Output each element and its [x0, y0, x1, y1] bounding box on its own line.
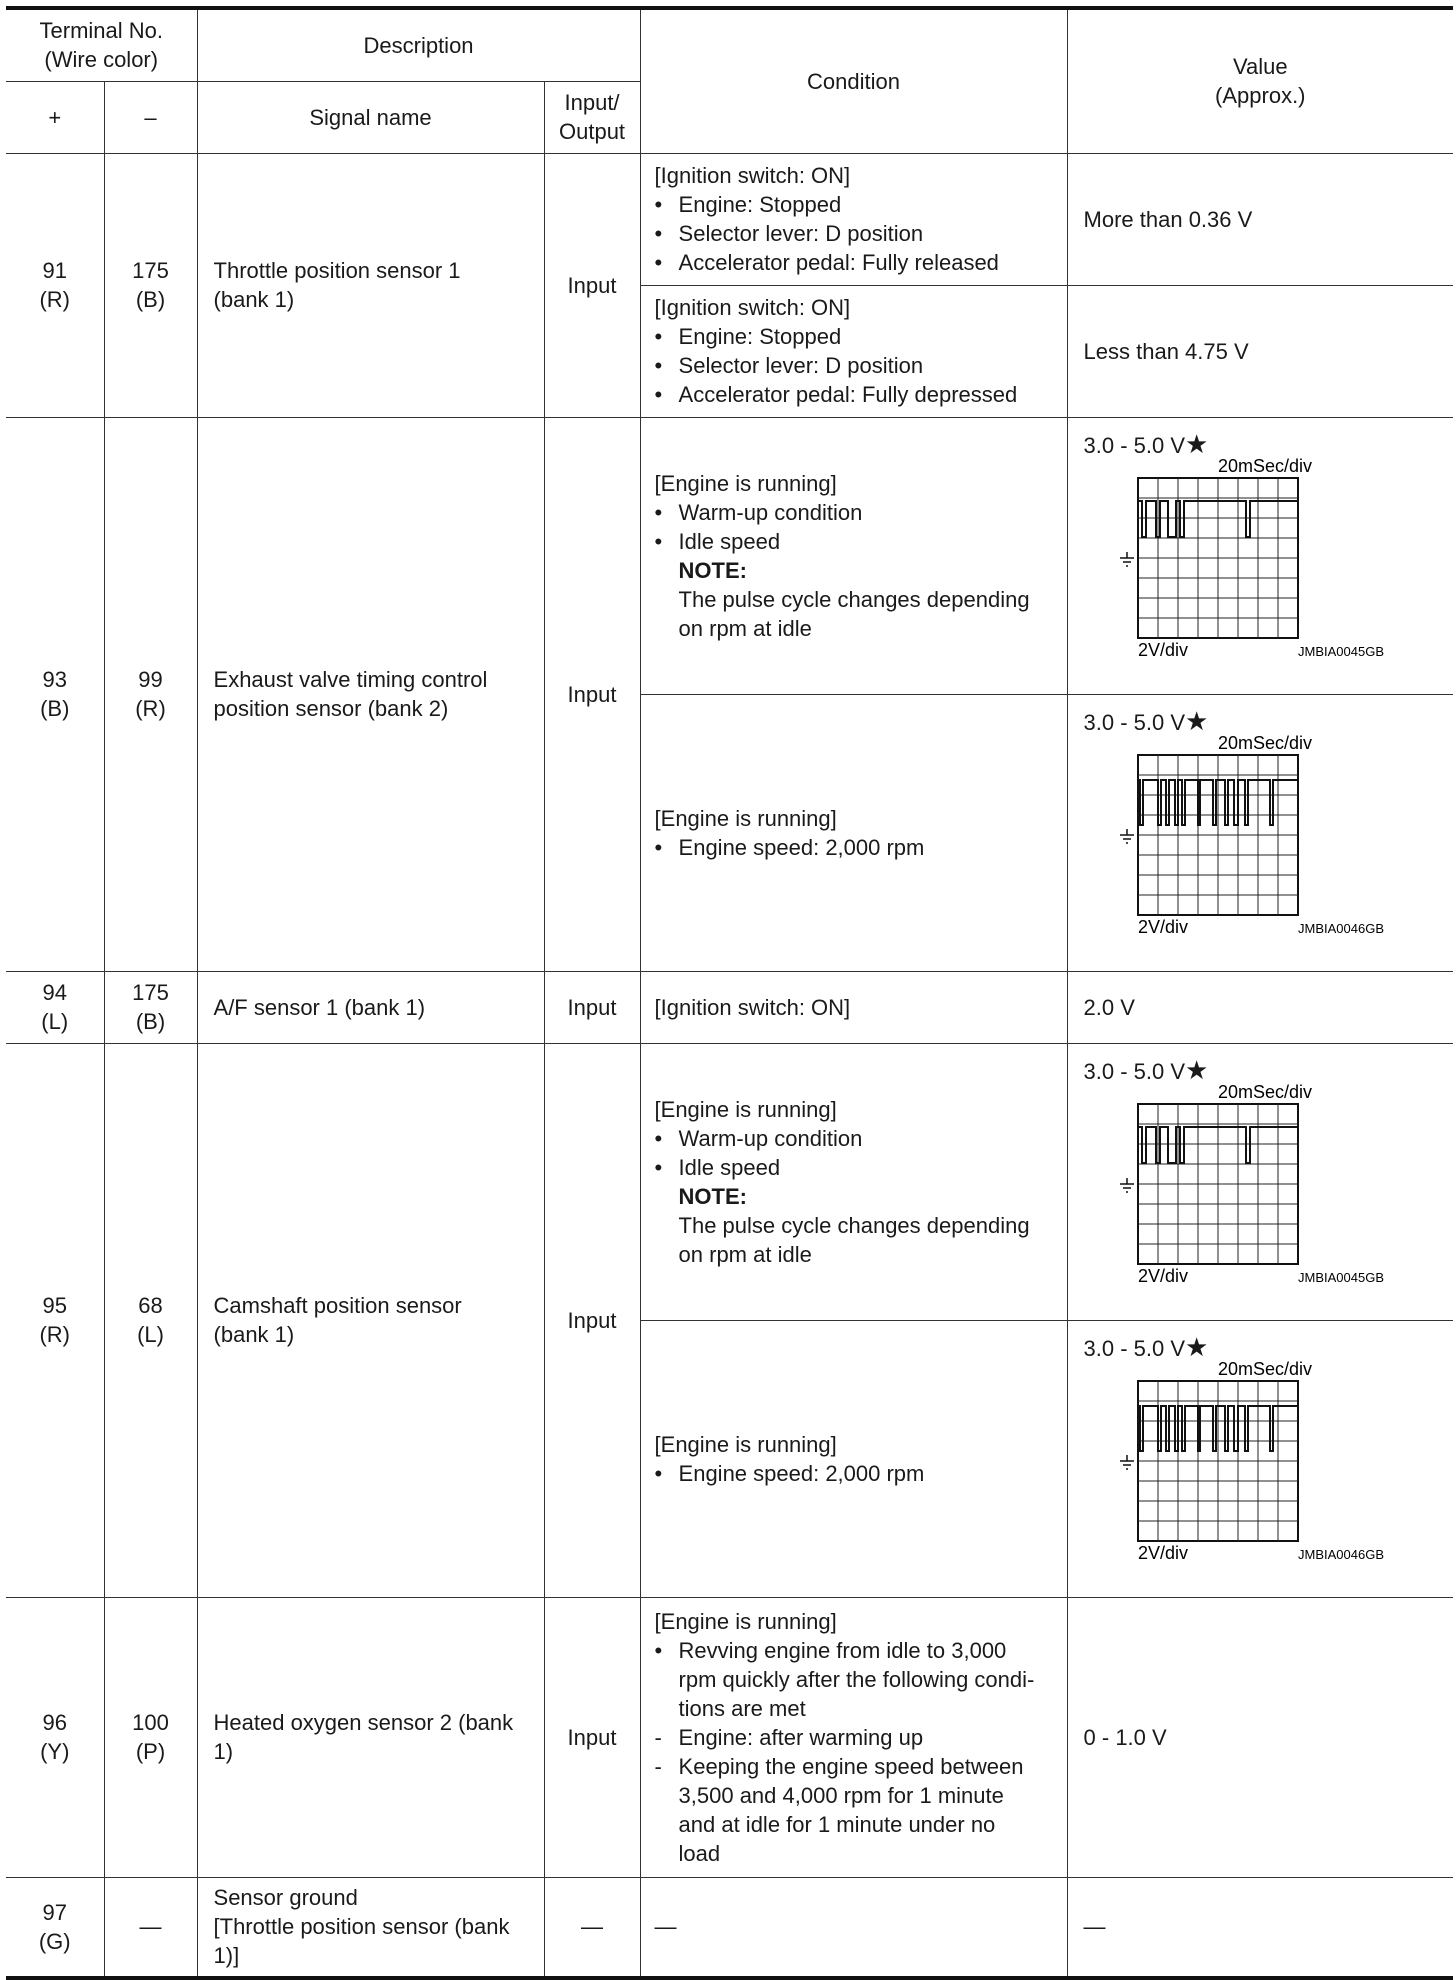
signal-name — [197, 1043, 544, 1597]
condition-line: tions are met — [678, 1695, 806, 1721]
wire-color: (L) — [41, 1009, 69, 1034]
minus-header: – — [104, 81, 197, 153]
condition-line: • Selector lever: D position — [654, 353, 924, 378]
terminal-minus-none: — — [104, 1877, 197, 1978]
signal-line: 1)] — [213, 1943, 240, 1969]
terminal-plus-93 — [6, 417, 104, 971]
condition-line: and at idle for 1 minute under no — [678, 1811, 996, 1837]
condition — [640, 1320, 1067, 1597]
condition-line: • Idle speed — [654, 1154, 781, 1180]
wire-color: (P) — [135, 1739, 166, 1764]
wire-color: (R) — [39, 1322, 71, 1347]
signal-line: Exhaust valve timing control — [213, 667, 488, 692]
io-header-line2: Output — [559, 119, 626, 144]
volt-div-label: 2V/div — [1137, 639, 1188, 660]
terminal-number: 95 — [42, 1293, 67, 1318]
note-text: on rpm at idle — [678, 1241, 812, 1267]
io-header — [544, 81, 640, 153]
value-header-line2: (Approx.) — [1215, 83, 1306, 109]
terminal-number: 175 — [132, 258, 169, 283]
signal-line: (bank 1) — [213, 1322, 295, 1347]
star-icon: ★ — [1185, 1054, 1209, 1085]
terminal-header-line2: (Wire color) — [44, 47, 159, 73]
value-label: 3.0 - 5.0 V★ — [1083, 705, 1209, 736]
terminal-number: 93 — [42, 667, 67, 692]
condition — [640, 694, 1067, 971]
terminal-plus-96 — [6, 1597, 104, 1877]
condition — [640, 153, 1067, 285]
terminal-minus-175 — [104, 971, 197, 1043]
volt-div-label: 2V/div — [1137, 916, 1188, 937]
volt-div-label: 2V/div — [1137, 1542, 1188, 1563]
wire-color: (R) — [39, 287, 71, 312]
plus-header: + — [6, 81, 104, 153]
terminal-header — [6, 8, 197, 81]
wire-color: (B) — [40, 696, 70, 721]
note-text: The pulse cycle changes depending — [678, 586, 1030, 612]
star-icon: ★ — [1185, 428, 1209, 459]
signal-line: [Throttle position sensor (bank — [213, 1914, 510, 1940]
time-div-label: 20mSec/div — [1217, 1358, 1312, 1379]
condition-line: • Accelerator pedal: Fully released — [654, 250, 999, 275]
value: 2.0 V — [1067, 971, 1453, 1043]
io-type: Input — [544, 971, 640, 1043]
figure-id: JMBIA0045GB — [1297, 643, 1384, 659]
condition-line: • Warm-up condition — [654, 1125, 863, 1151]
condition-line: [Engine is running] — [654, 1608, 837, 1634]
terminal-number: 175 — [132, 980, 169, 1005]
figure-id: JMBIA0046GB — [1297, 1546, 1384, 1562]
terminal-minus-100 — [104, 1597, 197, 1877]
value: — — [1067, 1877, 1453, 1978]
wire-color: (G) — [38, 1928, 71, 1954]
signal-name: A/F sensor 1 (bank 1) — [197, 971, 544, 1043]
value-label: 3.0 - 5.0 V★ — [1083, 1054, 1209, 1085]
condition-line: load — [678, 1840, 721, 1866]
signal-line: Camshaft position sensor — [213, 1293, 462, 1318]
terminal-number: 97 — [42, 1899, 67, 1925]
condition — [640, 417, 1067, 694]
condition — [640, 1597, 1067, 1877]
table-row-94 — [6, 971, 1453, 1043]
io-type: Input — [544, 1597, 640, 1877]
io-type: Input — [544, 417, 640, 971]
signal-name — [197, 417, 544, 971]
terminal-minus-99 — [104, 417, 197, 971]
header-row-1 — [6, 8, 1453, 81]
terminal-number: 68 — [138, 1293, 163, 1318]
value: More than 0.36 V — [1067, 153, 1453, 285]
terminal-number: 94 — [42, 980, 67, 1005]
condition-line: • Engine speed: 2,000 rpm — [654, 1460, 925, 1486]
wire-color: (Y) — [40, 1739, 70, 1764]
value-label: 3.0 - 5.0 V★ — [1083, 428, 1209, 459]
condition-header: Condition — [640, 8, 1067, 153]
terminal-plus-94 — [6, 971, 104, 1043]
condition: — — [640, 1877, 1067, 1978]
signal-line: (bank 1) — [213, 287, 295, 312]
table-row-95a — [6, 1043, 1453, 1320]
value-with-waveform — [1067, 694, 1453, 971]
terminal-minus-68 — [104, 1043, 197, 1597]
condition-line: [Engine is running] — [654, 1431, 837, 1457]
table-row-96 — [6, 1597, 1453, 1877]
description-header: Description — [197, 8, 640, 81]
oscilloscope-waveform — [1120, 456, 1420, 684]
value-label: 3.0 - 5.0 V★ — [1083, 1331, 1209, 1362]
volt-div-label: 2V/div — [1137, 1265, 1188, 1286]
condition-line: • Engine: Stopped — [654, 192, 842, 217]
terminal-plus-95 — [6, 1043, 104, 1597]
condition-line: • Accelerator pedal: Fully depressed — [654, 382, 1018, 407]
io-type: Input — [544, 153, 640, 417]
condition-line: • Idle speed — [654, 528, 781, 554]
figure-id: JMBIA0046GB — [1297, 920, 1384, 936]
value-with-waveform — [1067, 417, 1453, 694]
condition-line: - Engine: after warming up — [654, 1724, 924, 1750]
value: 0 - 1.0 V — [1067, 1597, 1453, 1877]
condition-line: [Engine is running] — [654, 1096, 837, 1122]
condition-line: • Engine: Stopped — [654, 324, 842, 349]
star-icon: ★ — [1185, 1331, 1209, 1362]
table-row-93a — [6, 417, 1453, 694]
wire-color: (L) — [137, 1322, 164, 1347]
condition-line: rpm quickly after the following condi- — [678, 1666, 1035, 1692]
condition-line: [Engine is running] — [654, 805, 837, 831]
note-label: NOTE: — [678, 1183, 747, 1209]
terminal-minus-175 — [104, 153, 197, 417]
signal-line: Sensor ground — [213, 1885, 358, 1911]
value-header-line1: Value — [1232, 54, 1288, 80]
value-header — [1067, 8, 1453, 153]
terminal-spec-table — [6, 6, 1453, 1980]
terminal-number: 100 — [132, 1710, 169, 1735]
condition-line: • Revving engine from idle to 3,000 — [654, 1637, 1007, 1663]
condition — [640, 285, 1067, 417]
figure-id: JMBIA0045GB — [1297, 1269, 1384, 1285]
signal-line: Throttle position sensor 1 — [213, 258, 461, 283]
signal-name — [197, 153, 544, 417]
wire-color: (B) — [135, 287, 166, 312]
terminal-header-line1: Terminal No. — [39, 18, 163, 44]
condition-line: • Selector lever: D position — [654, 221, 924, 246]
time-div-label: 20mSec/div — [1217, 455, 1312, 476]
terminal-plus-97 — [6, 1877, 104, 1978]
table-row-91a — [6, 153, 1453, 285]
terminal-number: 99 — [138, 667, 163, 692]
star-icon: ★ — [1185, 705, 1209, 736]
io-type: — — [544, 1877, 640, 1978]
value: Less than 4.75 V — [1067, 285, 1453, 417]
table-row-97 — [6, 1877, 1453, 1978]
condition-line: 3,500 and 4,000 rpm for 1 minute — [678, 1782, 1004, 1808]
terminal-number: 96 — [42, 1710, 67, 1735]
wire-color: (R) — [135, 696, 166, 721]
condition-line: - Keeping the engine speed between — [654, 1753, 1024, 1779]
io-type: Input — [544, 1043, 640, 1597]
signal-line: 1) — [213, 1739, 234, 1764]
terminal-number: 91 — [42, 258, 67, 283]
signal-name — [197, 1877, 544, 1978]
terminal-plus-91 — [6, 153, 104, 417]
value-with-waveform — [1067, 1320, 1453, 1597]
note-label: NOTE: — [678, 557, 747, 583]
note-text: on rpm at idle — [678, 615, 812, 641]
condition: [Ignition switch: ON] — [640, 971, 1067, 1043]
time-div-label: 20mSec/div — [1217, 1081, 1312, 1102]
value-with-waveform — [1067, 1043, 1453, 1320]
condition-line: [Ignition switch: ON] — [654, 163, 851, 188]
signal-name-header: Signal name — [197, 81, 544, 153]
note-text: The pulse cycle changes depending — [678, 1212, 1030, 1238]
condition-line: • Engine speed: 2,000 rpm — [654, 834, 925, 860]
time-div-label: 20mSec/div — [1217, 732, 1312, 753]
signal-line: Heated oxygen sensor 2 (bank — [213, 1710, 514, 1735]
signal-line: position sensor (bank 2) — [213, 696, 449, 721]
condition-line: • Warm-up condition — [654, 499, 863, 525]
condition-line: [Engine is running] — [654, 470, 837, 496]
wire-color: (B) — [135, 1009, 166, 1034]
io-header-line1: Input/ — [564, 90, 620, 115]
signal-name — [197, 1597, 544, 1877]
condition-line: [Ignition switch: ON] — [654, 295, 851, 320]
oscilloscope-waveform — [1120, 733, 1420, 961]
oscilloscope-waveform — [1120, 1082, 1420, 1310]
condition — [640, 1043, 1067, 1320]
oscilloscope-waveform — [1120, 1359, 1420, 1587]
